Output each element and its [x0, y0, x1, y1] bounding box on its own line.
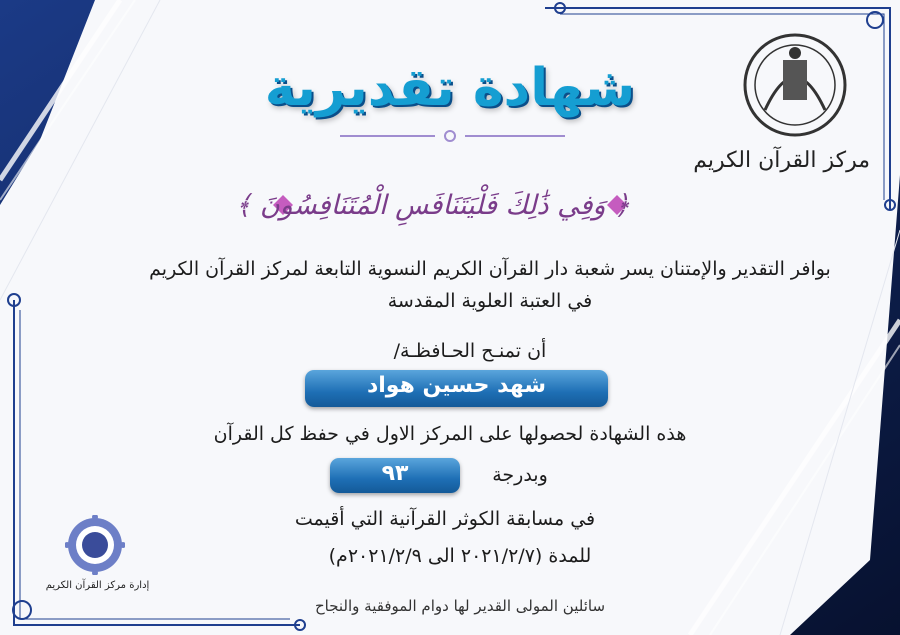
grade-value: ٩٣: [381, 461, 409, 486]
grade-label: وبدرجة: [492, 464, 548, 486]
grant-text: أن تمنـح الحـافظـة/: [393, 340, 547, 362]
award-reason: هذه الشهادة لحصولها على المركز الاول في حفظ كل القرآن: [213, 423, 687, 445]
intro-line-2: في العتبة العلوية المقدسة: [387, 290, 593, 312]
administration-logo: [65, 515, 125, 575]
logo-caption-top: مركز القرآن الكريم: [693, 148, 870, 173]
closing-prayer: سائلين المولى القدير لها دوام الموفقية والنجاح: [314, 597, 606, 615]
certificate-title: شهادة تقديرية: [264, 58, 636, 118]
recipient-name: شهد حسين هواد: [366, 373, 547, 398]
competition-period: للمدة (٢٠٢١/٢/٧ الى ٢٠٢١/٢/٩م): [328, 545, 592, 567]
title-divider: [340, 131, 565, 141]
ornament-left: [14, 300, 300, 625]
logo-caption-bottom: إدارة مركز القرآن الكريم: [45, 580, 150, 591]
intro-line-1: بوافر التقدير والإمتنان يسر شعبة دار القرآن الكريم النسوية التابعة لمركز القرآن الكريم: [149, 258, 831, 280]
competition-text: في مسابقة الكوثر القرآنية التي أقيمت: [294, 508, 596, 530]
quran-verse: ﴿ وَفِي ذَٰلِكَ فَلْيَتَنَافَسِ الْمُتَنَافِسُونَ ﴾: [235, 190, 630, 221]
quran-center-logo: [735, 25, 855, 155]
